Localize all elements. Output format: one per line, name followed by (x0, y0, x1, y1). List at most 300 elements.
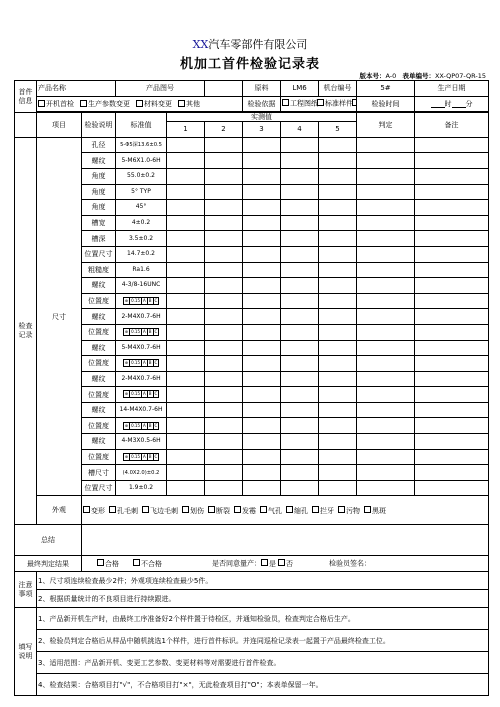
measured-cell[interactable] (319, 418, 357, 434)
checkbox-icon[interactable] (278, 559, 285, 566)
judge-cell[interactable] (357, 356, 415, 372)
remark-cell[interactable] (415, 246, 489, 262)
standard-value (116, 340, 167, 356)
remark-cell[interactable] (415, 465, 489, 481)
agree-label: 是否同意量产： (212, 559, 261, 568)
reason-option-3[interactable] (178, 100, 200, 108)
measured-cell[interactable] (167, 278, 205, 294)
standard-text: 14.7±0.2 (127, 250, 155, 258)
note-row (15, 572, 489, 590)
measured-cell[interactable] (281, 200, 319, 216)
remark-cell[interactable] (415, 402, 489, 418)
gdt-cell: 0.15 (131, 391, 140, 397)
check-method: 粗糙度 (82, 262, 116, 278)
gdt-cell: B (148, 453, 152, 459)
measured-cell[interactable] (167, 387, 205, 403)
no-option[interactable] (278, 560, 293, 568)
check-row (15, 246, 489, 262)
checkbox-icon[interactable] (234, 506, 241, 513)
gdt-cell: B (148, 328, 152, 334)
col-measured-header: 实测值 (167, 113, 357, 122)
measured-cell[interactable] (167, 480, 205, 496)
reason-label: 其他 (186, 100, 200, 109)
summary-field[interactable] (82, 525, 489, 556)
measured-cell[interactable] (167, 293, 205, 309)
position-tolerance-frame (123, 453, 160, 461)
measured-cell[interactable] (243, 449, 281, 465)
appearance-option-8[interactable] (312, 507, 334, 515)
measured-cell[interactable] (281, 153, 319, 169)
standard-text: 14-M4X0.7-6H (119, 406, 163, 414)
checkbox-icon[interactable] (364, 506, 371, 513)
checkbox-icon[interactable] (312, 506, 319, 513)
measured-cell[interactable] (243, 434, 281, 450)
gdt-cell: A (143, 297, 146, 303)
col-standard-header: 标准值 (116, 113, 167, 138)
measured-cell[interactable] (243, 246, 281, 262)
checkbox-icon[interactable] (208, 506, 215, 513)
checkbox-icon[interactable] (178, 100, 185, 107)
appearance-option-1[interactable] (109, 507, 138, 515)
appearance-label: 外观 (37, 496, 82, 525)
remark-cell[interactable] (415, 137, 489, 153)
checkbox-icon[interactable] (97, 559, 104, 566)
standard-text: 5-M6X1.0-6H (121, 156, 161, 164)
check-method: 孔径 (82, 137, 116, 153)
check-method: 位置度 (82, 449, 116, 465)
checkbox-icon[interactable] (38, 100, 45, 107)
measured-cell[interactable] (167, 262, 205, 278)
judge-cell[interactable] (357, 418, 415, 434)
instruction-text: 1、产品新开机生产时，由最终工序准备好2个样件置于待检区，并通知检验员，检查判定合格后生产。 (37, 608, 489, 630)
gdt-cell: C (154, 297, 158, 303)
measured-cell[interactable] (281, 418, 319, 434)
measured-cell[interactable] (243, 465, 281, 481)
measured-cell[interactable] (243, 153, 281, 169)
yes-option[interactable] (261, 560, 276, 568)
judge-cell[interactable] (357, 215, 415, 231)
measured-cell[interactable] (281, 371, 319, 387)
measured-cell[interactable] (243, 309, 281, 325)
judge-cell[interactable] (357, 324, 415, 340)
judge-cell[interactable] (357, 402, 415, 418)
measured-cell[interactable] (319, 231, 357, 247)
measured-cell[interactable] (205, 465, 243, 481)
measured-cell[interactable] (243, 231, 281, 247)
check-row (15, 340, 489, 356)
measured-cell[interactable] (281, 402, 319, 418)
remark-cell[interactable] (415, 418, 489, 434)
basis-option-2[interactable] (352, 99, 356, 109)
standard-value (116, 371, 167, 387)
appearance-option-label: 飞边毛刺 (150, 506, 178, 515)
measured-cell[interactable] (167, 137, 205, 153)
measured-cell[interactable] (319, 184, 357, 200)
product-drawing-field[interactable] (205, 81, 243, 97)
remark-cell[interactable] (415, 371, 489, 387)
judge-cell[interactable] (357, 246, 415, 262)
checkbox-icon[interactable] (260, 506, 267, 513)
checkbox-icon[interactable] (109, 506, 116, 513)
measured-cell[interactable] (319, 246, 357, 262)
gdt-cell: 0.15 (131, 360, 140, 366)
measured-cell[interactable] (167, 465, 205, 481)
no-option-label: 否 (286, 559, 293, 568)
reason-option-0[interactable] (38, 100, 74, 108)
measured-cell[interactable] (205, 309, 243, 325)
measured-cell[interactable] (167, 340, 205, 356)
measured-cell[interactable] (243, 480, 281, 496)
note-text: 1、尺寸项连续检查最少2件；外观项连续检查最少5件。 (37, 572, 489, 590)
gdt-cell: A (143, 360, 146, 366)
measured-cell[interactable] (243, 262, 281, 278)
remark-cell[interactable] (415, 184, 489, 200)
measured-cell[interactable] (319, 340, 357, 356)
judge-cell[interactable] (357, 309, 415, 325)
appearance-option-label: 孔毛刺 (117, 506, 138, 515)
measured-cell[interactable] (281, 168, 319, 184)
machine-no-label: 机台编号 (319, 81, 357, 97)
judge-cell[interactable] (357, 340, 415, 356)
machine-no-value[interactable]: 5# (357, 81, 415, 97)
measured-cell[interactable] (319, 137, 357, 153)
measured-cell[interactable] (243, 371, 281, 387)
measured-cell[interactable] (243, 168, 281, 184)
measured-cell[interactable] (281, 356, 319, 372)
measured-cell[interactable] (205, 200, 243, 216)
instruction-row (15, 674, 489, 696)
appearance-option-10[interactable] (364, 507, 386, 515)
measured-cell[interactable] (281, 449, 319, 465)
appearance-option-2[interactable] (142, 507, 178, 515)
remark-cell[interactable] (415, 356, 489, 372)
measured-cell[interactable] (243, 402, 281, 418)
remark-cell[interactable] (415, 215, 489, 231)
measured-cell[interactable] (319, 309, 357, 325)
measured-cell[interactable] (167, 184, 205, 200)
checkbox-icon[interactable] (142, 506, 149, 513)
measured-cell[interactable] (205, 231, 243, 247)
check-method: 槽尺寸 (82, 465, 116, 481)
measured-cell[interactable] (319, 153, 357, 169)
measured-cell[interactable] (281, 184, 319, 200)
measured-cell[interactable] (205, 340, 243, 356)
position-icon: ⊕ (124, 453, 129, 459)
measured-cell[interactable] (281, 293, 319, 309)
measured-cell[interactable] (205, 434, 243, 450)
measured-cell[interactable] (319, 200, 357, 216)
measured-cell[interactable] (167, 418, 205, 434)
reason-label: 材料变更 (144, 100, 172, 109)
check-row (15, 449, 489, 465)
measure-col-2: 2 (205, 122, 243, 138)
measured-cell[interactable] (205, 278, 243, 294)
measured-cell[interactable] (205, 215, 243, 231)
measured-cell[interactable] (205, 480, 243, 496)
measured-cell[interactable] (243, 340, 281, 356)
measured-cell[interactable] (319, 168, 357, 184)
measured-cell[interactable] (167, 324, 205, 340)
measured-cell[interactable] (281, 309, 319, 325)
standard-text: 5-M4X0.7-6H (121, 343, 161, 351)
ng-option[interactable] (133, 560, 162, 568)
standard-text: 4-3/8-16UNC (121, 281, 161, 289)
judge-cell[interactable] (357, 449, 415, 465)
product-name-label: 产品名称 (37, 81, 116, 97)
measured-cell[interactable] (243, 137, 281, 153)
ok-option[interactable] (97, 560, 119, 568)
check-row (15, 387, 489, 403)
standard-value (116, 215, 167, 231)
remark-cell[interactable] (415, 231, 489, 247)
remark-cell[interactable] (415, 153, 489, 169)
appearance-option-0[interactable] (83, 507, 105, 515)
measured-cell[interactable] (319, 293, 357, 309)
remark-cell[interactable] (415, 449, 489, 465)
remark-cell[interactable] (415, 262, 489, 278)
measured-cell[interactable] (205, 402, 243, 418)
measured-cell[interactable] (205, 153, 243, 169)
measured-cell[interactable] (319, 262, 357, 278)
standard-text: 1.9±0.2 (128, 484, 154, 492)
checkbox-icon[interactable] (338, 506, 345, 513)
check-row (15, 324, 489, 340)
check-method: 角度 (82, 168, 116, 184)
measured-cell[interactable] (243, 324, 281, 340)
measure-col-5: 5 (319, 122, 357, 138)
checkbox-icon[interactable] (182, 506, 189, 513)
remark-cell[interactable] (415, 480, 489, 496)
remark-cell[interactable] (415, 324, 489, 340)
check-row (15, 371, 489, 387)
measured-cell[interactable] (167, 434, 205, 450)
measured-cell[interactable] (319, 371, 357, 387)
checkbox-icon[interactable] (286, 506, 293, 513)
standard-value (116, 324, 167, 340)
measured-cell[interactable] (167, 215, 205, 231)
judge-cell[interactable] (357, 262, 415, 278)
measured-cell[interactable] (205, 262, 243, 278)
remark-cell[interactable] (415, 309, 489, 325)
check-method: 槽深 (82, 231, 116, 247)
reason-option-2[interactable] (136, 100, 172, 108)
judge-cell[interactable] (357, 434, 415, 450)
measured-cell[interactable] (281, 387, 319, 403)
measured-cell[interactable] (281, 231, 319, 247)
appearance-option-label: 黑斑 (372, 506, 386, 515)
time-label: 检验时间 (357, 96, 415, 112)
version-value: A-0 (385, 72, 397, 80)
measured-cell[interactable] (243, 215, 281, 231)
measured-cell[interactable] (205, 418, 243, 434)
measured-cell[interactable] (167, 309, 205, 325)
appearance-option-label: 污物 (346, 506, 360, 515)
basis-option-1[interactable] (317, 99, 352, 109)
measured-cell[interactable] (319, 356, 357, 372)
gdt-cell: B (148, 391, 152, 397)
measured-cell[interactable] (281, 340, 319, 356)
check-method: 螺纹 (82, 278, 116, 294)
check-row (15, 262, 489, 278)
measured-cell[interactable] (319, 387, 357, 403)
checkbox-icon[interactable] (136, 100, 143, 107)
measured-cell[interactable] (205, 371, 243, 387)
measured-cell[interactable] (281, 480, 319, 496)
position-tolerance-frame (123, 328, 160, 336)
judge-cell[interactable] (357, 168, 415, 184)
checkbox-icon[interactable] (317, 99, 324, 106)
standard-text: 3.5±0.2 (128, 234, 154, 242)
company-prefix: XX (192, 38, 209, 51)
measured-cell[interactable] (243, 356, 281, 372)
judge-cell[interactable] (357, 387, 415, 403)
check-row (15, 215, 489, 231)
standard-text: 4±0.2 (131, 219, 151, 227)
measured-cell[interactable] (243, 200, 281, 216)
measured-cell[interactable] (319, 215, 357, 231)
check-method: 螺纹 (82, 340, 116, 356)
measured-cell[interactable] (205, 246, 243, 262)
measured-cell[interactable] (167, 153, 205, 169)
check-method: 螺纹 (82, 309, 116, 325)
gdt-cell: C (154, 360, 158, 366)
measure-col-3: 3 (243, 122, 281, 138)
ng-option-label: 不合格 (141, 559, 162, 568)
measured-cell[interactable] (167, 168, 205, 184)
measured-cell[interactable] (205, 168, 243, 184)
check-method: 位置度 (82, 293, 116, 309)
checkbox-icon[interactable] (83, 506, 90, 513)
judge-cell[interactable] (357, 293, 415, 309)
measured-cell[interactable] (319, 324, 357, 340)
time-hour-label: 时 (444, 99, 452, 108)
appearance-option-4[interactable] (208, 507, 230, 515)
measured-cell[interactable] (281, 137, 319, 153)
measured-cell[interactable] (205, 293, 243, 309)
checkbox-icon[interactable] (80, 100, 87, 107)
gdt-cell: A (143, 422, 146, 428)
check-row (15, 309, 489, 325)
measured-cell[interactable] (319, 434, 357, 450)
judge-cell[interactable] (357, 480, 415, 496)
version-label: 版本号： (359, 72, 386, 80)
measured-cell[interactable] (319, 465, 357, 481)
measured-cell[interactable] (167, 371, 205, 387)
standard-value (116, 356, 167, 372)
remark-cell[interactable] (415, 278, 489, 294)
judge-cell[interactable] (357, 184, 415, 200)
appearance-option-6[interactable] (260, 507, 282, 515)
judge-cell[interactable] (357, 231, 415, 247)
appearance-option-9[interactable] (338, 507, 360, 515)
measured-cell[interactable] (319, 402, 357, 418)
basis-label: 检验依据 (243, 96, 281, 112)
appearance-option-label: 变形 (91, 506, 105, 515)
appearance-option-5[interactable] (234, 507, 256, 515)
inspector-label: 检验员签名： (329, 559, 371, 568)
measured-cell[interactable] (281, 246, 319, 262)
measured-cell[interactable] (319, 449, 357, 465)
checkbox-icon[interactable] (261, 559, 268, 566)
measured-cell[interactable] (243, 184, 281, 200)
judge-cell[interactable] (357, 371, 415, 387)
measured-cell[interactable] (243, 278, 281, 294)
measured-cell[interactable] (205, 324, 243, 340)
judge-cell[interactable] (357, 465, 415, 481)
measured-cell[interactable] (205, 137, 243, 153)
position-icon: ⊕ (124, 360, 129, 366)
measured-cell[interactable] (243, 387, 281, 403)
remark-cell[interactable] (415, 293, 489, 309)
judge-cell[interactable] (357, 137, 415, 153)
remark-cell[interactable] (415, 387, 489, 403)
measured-cell[interactable] (281, 434, 319, 450)
check-row (15, 434, 489, 450)
measured-cell[interactable] (167, 246, 205, 262)
judge-cell[interactable] (357, 278, 415, 294)
time-field[interactable] (415, 96, 489, 112)
measured-cell[interactable] (281, 262, 319, 278)
measured-cell[interactable] (167, 231, 205, 247)
company-suffix: 汽车零部件有限公司 (208, 38, 308, 51)
measured-cell[interactable] (167, 402, 205, 418)
measured-cell[interactable] (167, 449, 205, 465)
material-value[interactable]: LM6 (281, 81, 319, 97)
checkbox-icon[interactable] (282, 99, 289, 106)
measured-cell[interactable] (205, 449, 243, 465)
measured-cell[interactable] (205, 387, 243, 403)
measured-cell[interactable] (167, 200, 205, 216)
measured-cell[interactable] (243, 293, 281, 309)
appearance-option-3[interactable] (182, 507, 204, 515)
measure-col-4: 4 (281, 122, 319, 138)
measured-cell[interactable] (281, 215, 319, 231)
checkbox-icon[interactable] (133, 559, 140, 566)
remark-cell[interactable] (415, 200, 489, 216)
check-method: 位置尺寸 (82, 246, 116, 262)
remark-cell[interactable] (415, 168, 489, 184)
measured-cell[interactable] (281, 278, 319, 294)
check-method: 螺纹 (82, 434, 116, 450)
measured-cell[interactable] (281, 324, 319, 340)
basis-label: 标准样件 (325, 99, 354, 108)
checkbox-icon[interactable] (352, 99, 356, 106)
judge-cell[interactable] (357, 200, 415, 216)
measured-cell[interactable] (319, 278, 357, 294)
judge-cell[interactable] (357, 153, 415, 169)
reason-option-1[interactable] (80, 100, 130, 108)
standard-text: 4-M3X0.5-6H (121, 437, 161, 445)
remark-cell[interactable] (415, 434, 489, 450)
measured-cell[interactable] (243, 418, 281, 434)
measured-cell[interactable] (205, 184, 243, 200)
check-reason-options (37, 96, 243, 112)
standard-text: 2-M4X0.7-6H (121, 312, 161, 320)
measured-cell[interactable] (281, 465, 319, 481)
standard-value (116, 418, 167, 434)
appearance-option-7[interactable] (286, 507, 308, 515)
remark-cell[interactable] (415, 340, 489, 356)
measured-cell[interactable] (319, 480, 357, 496)
form-no-value: XX-QP07-QR-15 (434, 72, 486, 80)
standard-text: 55.0±0.2 (127, 172, 155, 180)
measured-cell[interactable] (167, 356, 205, 372)
gdt-cell: C (154, 453, 158, 459)
inspection-table (14, 80, 489, 696)
basis-option-0[interactable] (282, 99, 317, 109)
measured-cell[interactable] (205, 356, 243, 372)
check-row (15, 168, 489, 184)
